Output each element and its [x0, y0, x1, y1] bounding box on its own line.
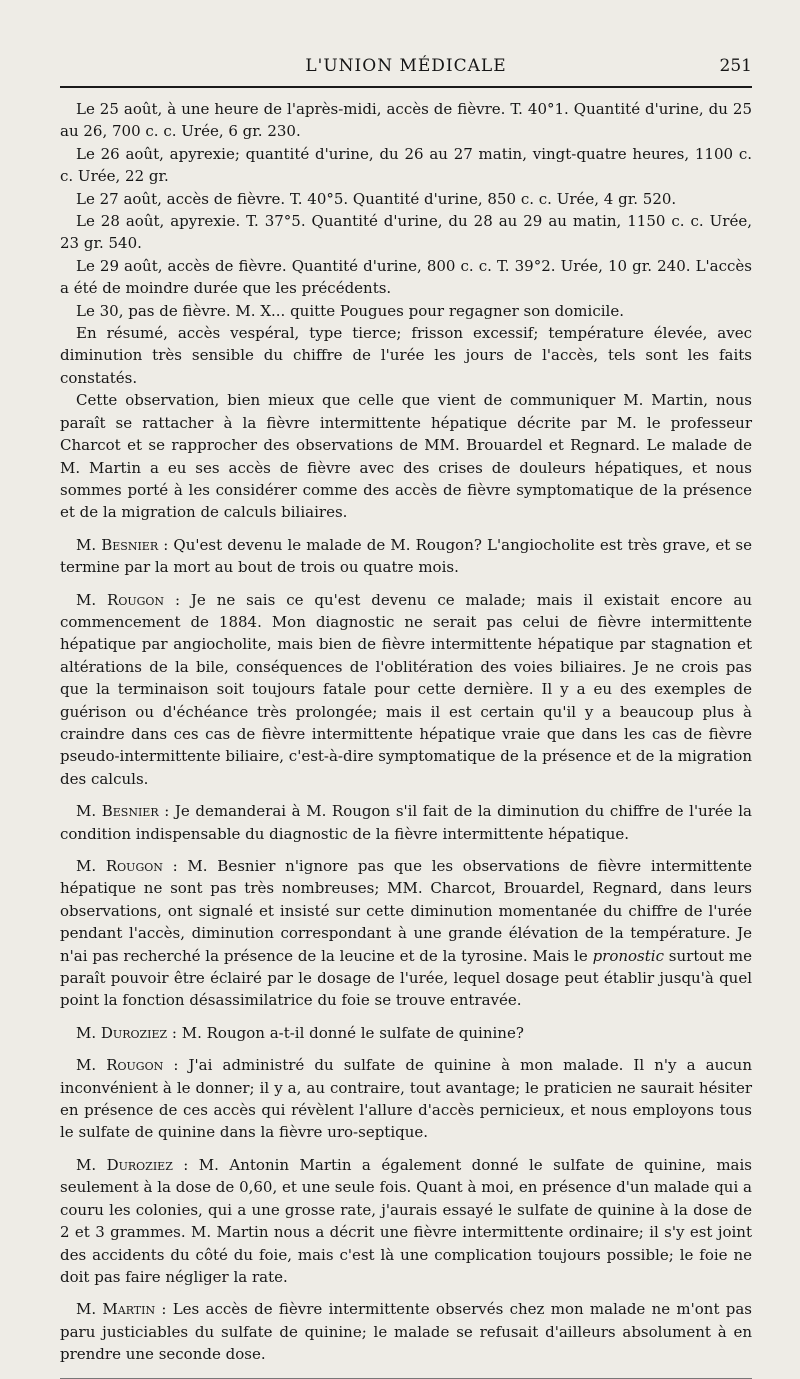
- paragraph-discussion: Cette observation, bien mieux que celle que vient de communiquer M. Martin, nous paraît se rattacher à la fièvre intermittente hépatique décrite par M. le professeur Charcot et se rapprocher des observations de MM. Brouardel et Regnard. Le malade de M. Martin a eu ses accès de fièvre avec des crises de douleurs hépatiques, et nous sommes porté à les considérer comme des accès de fièvre symptomatique de la présence et de la migration de calculs biliaires.: [60, 391, 752, 522]
- paragraph-aug-28: Le 28 août, apyrexie. T. 37°5. Quantité d'urine, du 28 au 29 au matin, 1150 c. c. Urée, 23 gr. 540.: [60, 212, 752, 253]
- article-body: [60, 98, 752, 1366]
- speaker-name: M. Martin: [76, 1300, 156, 1319]
- speaker-name: M. Rougon: [76, 1056, 164, 1075]
- footer-rule: [60, 1378, 752, 1379]
- speech-text: : M. Besnier n'ignore pas que les observations de fièvre intermittente hépatique ne sont pas très nombreuses; MM. Charcot, Brouardel, Regnard, dans leurs observations, ont signalé et insisté sur cette diminution momentanée du chiffre de l'urée pendant l'accès, diminution correspondant à une grande élévation de la température. Je n'ai pas recherché la présence de la leucine et de la tyrosine. Mais le: [60, 857, 752, 965]
- header-rule: [60, 86, 752, 88]
- speech-text: : Je demanderai à M. Rougon s'il fait de la diminution du chiffre de l'urée la condition indispensable du diagnostic de la fièvre intermittente hépatique.: [60, 802, 753, 843]
- speaker-name: M. Rougon: [76, 857, 163, 875]
- dialogue-duroziez-2: [60, 1154, 752, 1288]
- paragraph-aug-27: Le 27 août, accès de fièvre. T. 40°5. Quantité d'urine, 850 c. c. Urée, 4 gr. 520.: [76, 189, 677, 208]
- paragraph-aug-26: Le 26 août, apyrexie; quantité d'urine, du 26 au 27 matin, vingt-quatre heures, 1100 c. c. Urée, 22 gr.: [60, 144, 752, 186]
- running-header: [60, 52, 752, 84]
- speaker-name: M. Besnier: [76, 535, 159, 554]
- speech-text: : M. Rougon a-t-il donné le sulfate de quinine?: [167, 1023, 524, 1042]
- dialogue-rougon-2: [60, 855, 752, 1012]
- speech-text: : Les accès de fièvre intermittente observés chez mon malade ne m'ont pas paru justiciables du sulfate de quinine; le malade se refusait d'ailleurs absolument à en prendre une seconde dose.: [60, 1300, 752, 1364]
- paragraph-summary: En résumé, accès vespéral, type tierce; frisson excessif; température élevée, avec diminution très sensible du chiffre de l'urée les jours de l'accès, tels sont les faits constatés.: [60, 324, 752, 387]
- dialogue-rougon-1: [60, 589, 752, 791]
- speaker-name: M. Besnier: [76, 802, 159, 821]
- speech-text: : M. Antonin Martin a également donné le sulfate de quinine, mais seulement à la dose de 0,60, et une seule fois. Quant à moi, en présence d'un malade qui a couru les colonies, qui a une grosse rate, j'aurais essayé le sulfate de quinine à la dose de 2 et 3 grammes. M. Martin nous a décrit une fièvre intermittente ordinaire; il s'y est joint des accidents du côté du foie, mais c'est là une complication toujours possible; le foie ne doit pas faire négliger la rate.: [60, 1155, 752, 1286]
- speech-text: : J'ai administré du sulfate de quinine à mon malade. Il n'y a aucun inconvénient à le donner; il y a, au contraire, tout avantage; le praticien ne saurait hésiter en présence de ces accès qui révèlent l'allure d'accès pernicieux, et nous employons tous le sulfate de quinine dans la fièvre uro-septique.: [60, 1056, 752, 1142]
- speaker-name: M. Rougon: [76, 590, 165, 609]
- emphasis-pronostic: pronostic: [592, 946, 664, 965]
- paragraph-aug-29: Le 29 août, accès de fièvre. Quantité d'urine, 800 c. c. T. 39°2. Urée, 10 gr. 240. L'accès a été de moindre durée que les précédents.: [60, 256, 752, 298]
- dialogue-besnier-1: [60, 534, 752, 579]
- dialogue-besnier-2: [60, 800, 752, 845]
- paragraph-aug-30: Le 30, pas de fièvre. M. X... quitte Pougues pour regagner son domicile.: [76, 301, 624, 320]
- dialogue-martin-1: [60, 1298, 752, 1365]
- speaker-name: M. Duroziez: [76, 1023, 168, 1042]
- speech-text: : Je ne sais ce qu'est devenu ce malade; mais il existait encore au commencement de 1884. Mon diagnostic ne serait pas celui de fièvre intermittente hépatique par angiocholite, mais bien de fièvre intermittente hépatique par stagnation et altérations de la bile, conséquences de l'oblitération des voies biliaires. Je ne crois pas que la terminaison soit toujours fatale pour cette dernière. Il y a eu des exemples de guérison ou d'échéance très prolongée; mais il est certain qu'il y a beaucoup plus à craindre dans ces cas de fièvre intermittente hépatique vraie que dans les cas de fièvre pseudo-intermittente biliaire, c'est-à-dire symptomatique de la présence et de la migration des calculs.: [60, 590, 752, 788]
- speaker-name: M. Duroziez: [76, 1155, 173, 1174]
- paragraph-aug-25: Le 25 août, à une heure de l'après-midi, accès de fièvre. T. 40°1. Quantité d'urine, du 25 au 26, 700 c. c. Urée, 6 gr. 230.: [60, 100, 752, 141]
- journal-title: L'UNION MÉDICALE: [305, 56, 507, 76]
- speech-text: : Qu'est devenu le malade de M. Rougon? L'angiocholite est très grave, et se termine par la mort au bout de trois ou quatre mois.: [60, 535, 753, 577]
- speech-text-cont: surtout me paraît pouvoir être éclairé par le dosage de l'urée, lequel dosage peut établir jusqu'à quel point la fonction désassimilatrice du foie se trouve entravée.: [60, 946, 752, 1010]
- dialogue-rougon-3: [60, 1054, 752, 1144]
- page-number: 251: [719, 56, 752, 76]
- dialogue-duroziez-1: [60, 1022, 752, 1044]
